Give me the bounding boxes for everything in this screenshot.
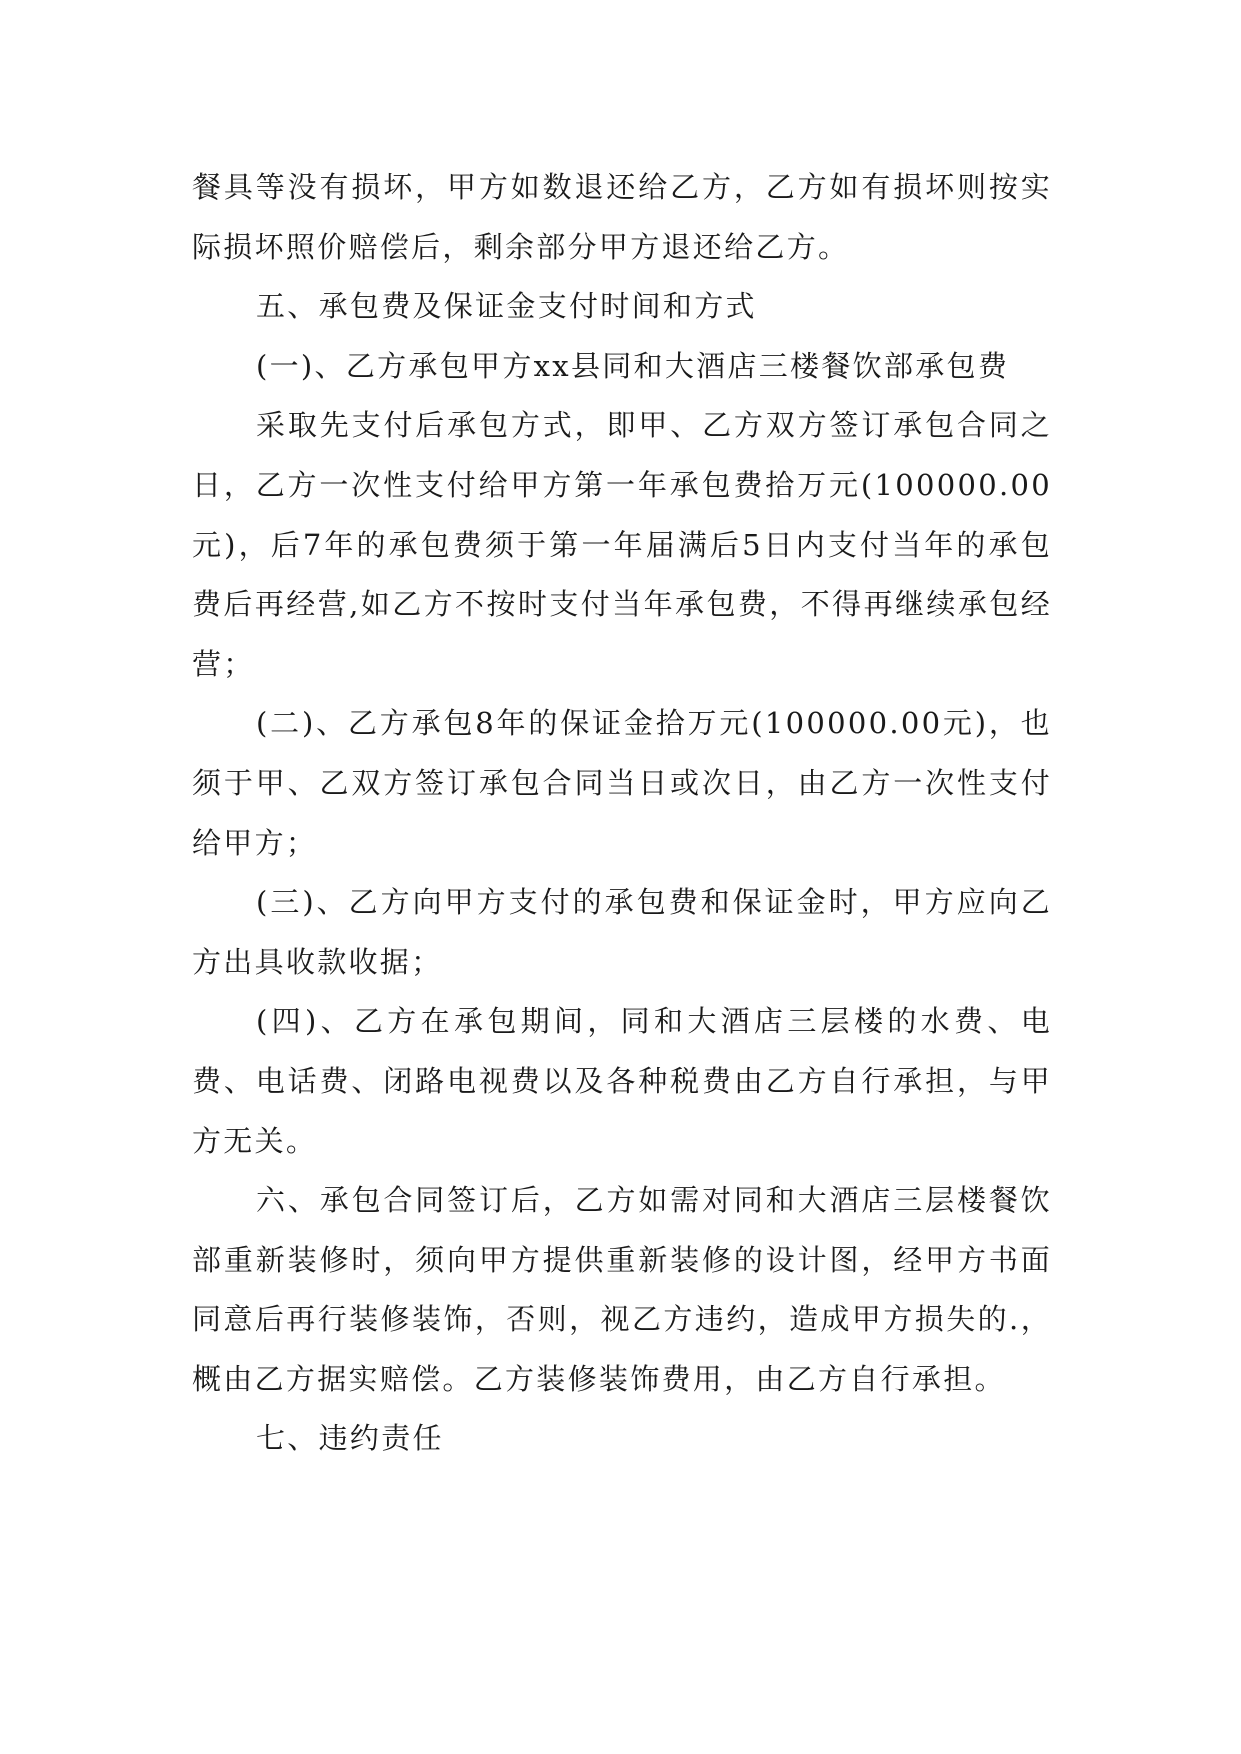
section-heading-7: 七、违约责任	[256, 1421, 444, 1456]
section-6: 六、承包合同签订后，乙方如需对同和大酒店三层楼餐饮部重新装修时，须向甲方提供重新装修的设计图，经甲方书面同意后再行装修装饰，否则，视乙方违约，造成甲方损失的.，概由乙方据实赔偿。乙方装修装饰费用，由乙方自行承担。	[192, 1183, 1052, 1396]
clause-5-1: (一)、乙方承包甲方xx县同和大酒店三楼餐饮部承包费	[256, 348, 1010, 383]
clause-5-2: (二)、乙方承包8年的保证金拾万元(100000.00元)，也须于甲、乙双方签订承包合同当日或次日，由乙方一次性支付给甲方；	[192, 706, 1052, 860]
document-body	[192, 158, 1052, 1469]
section-heading-5: 五、承包费及保证金支付时间和方式	[256, 289, 757, 324]
clause-5-3: (三)、乙方向甲方支付的承包费和保证金时，甲方应向乙方出具收款收据；	[192, 885, 1052, 979]
clause-5-1-detail: 采取先支付后承包方式，即甲、乙方双方签订承包合同之日，乙方一次性支付给甲方第一年承包费拾万元(100000.00元)，后7年的承包费须于第一年届满后5日内支付当年的承包费后再经营,如乙方不按时支付当年承包费，不得再继续承包经营；	[192, 408, 1052, 681]
clause-5-4: (四)、乙方在承包期间，同和大酒店三层楼的水费、电费、电话费、闭路电视费以及各种税费由乙方自行承担，与甲方无关。	[192, 1004, 1052, 1158]
paragraph-continuation: 餐具等没有损坏，甲方如数退还给乙方，乙方如有损坏则按实际损坏照价赔偿后，剩余部分甲方退还给乙方。	[192, 170, 1052, 264]
